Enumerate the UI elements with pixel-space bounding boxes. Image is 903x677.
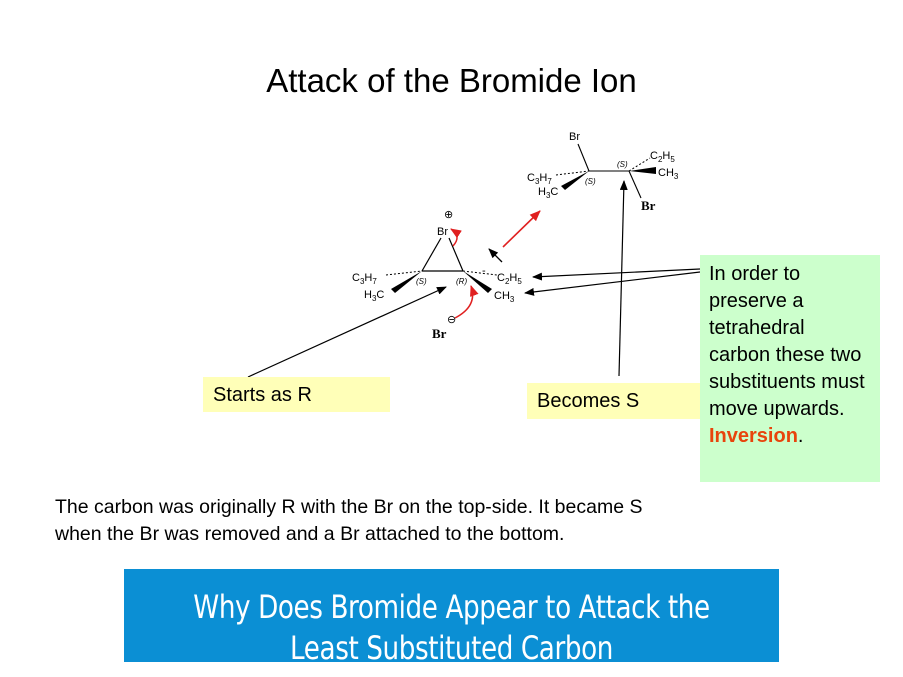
product-stereo-left: (S) (585, 177, 596, 186)
banner-line-1: Why Does Bromide Appear to Attack the (193, 588, 710, 626)
inversion-note-text: In order to preserve a tetrahedral carbon these two substituents must move upwards. (709, 263, 865, 420)
product-methyl-left: $H_3C$ (538, 186, 559, 200)
stereo-label-r: (R) (456, 277, 468, 286)
explanation-caption (55, 494, 835, 548)
article-banner (124, 569, 779, 662)
product-bond-br-bottom (629, 171, 641, 198)
slide-title: Attack of the Bromide Ion (266, 62, 637, 99)
product-propyl-label: $C_3H_7$ (527, 172, 552, 186)
starts-as-r-label: Starts as R (203, 377, 390, 412)
pointer-starts-as-r (248, 287, 446, 377)
methyl-label-right: $CH_3$ (494, 290, 515, 304)
ethyl-label-right: $C_2H_5$ (497, 272, 522, 286)
product-stereo-right: (S) (617, 160, 628, 169)
product-br-bottom: Br (641, 198, 656, 213)
product-methyl-right: $CH_3$ (658, 167, 679, 181)
inversion-note (700, 255, 880, 482)
product-br-top: Br (569, 131, 580, 143)
bromonium-intermediate (352, 209, 522, 341)
banner-title (183, 587, 720, 662)
stereo-label-s: (S) (416, 277, 427, 286)
positive-charge-symbol: ⊕ (444, 209, 454, 221)
bromide-ion-label: Br (432, 326, 447, 341)
pointer-note-methyl (525, 272, 700, 293)
negative-charge-symbol: ⊖ (447, 314, 457, 326)
caption-line-1: The carbon was originally R with the Br on the top-side. It became S (55, 496, 643, 518)
product-molecule (527, 131, 679, 213)
inversion-note-period: . (797, 425, 804, 447)
inversion-emphasis: Inversion (709, 425, 798, 447)
ring-bond-left (422, 238, 441, 271)
propyl-label-left: $C_3H_7$ (352, 272, 377, 286)
bromonium-br-label: Br (437, 226, 448, 238)
pointer-note-ethyl (533, 269, 700, 277)
product-bond-br (578, 144, 589, 171)
reaction-arrow (503, 211, 540, 247)
minus-mark: - (482, 265, 486, 277)
small-direction-arrow (489, 249, 502, 262)
becomes-s-label: Becomes S (527, 383, 700, 419)
caption-line-2: when the Br was removed and a Br attached to the bottom. (55, 523, 565, 545)
curved-arrow-bottom (455, 286, 473, 318)
banner-line-2: Least Substituted Carbon (290, 629, 613, 662)
product-ethyl-label: $C_2H_5$ (650, 150, 675, 164)
methyl-label-left: $H_3C$ (364, 289, 385, 303)
pointer-becomes-s (619, 181, 624, 376)
